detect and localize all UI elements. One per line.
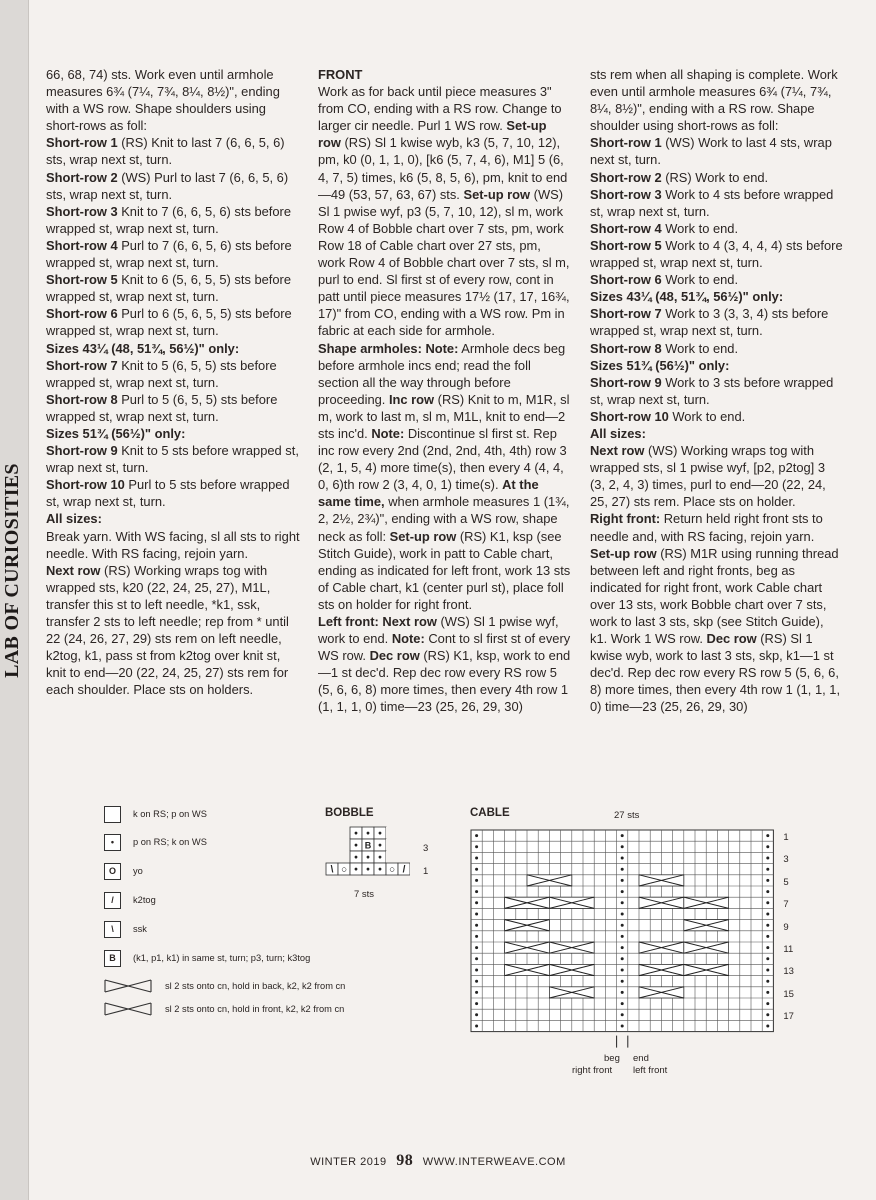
purl-dot xyxy=(766,1002,769,1005)
run-heading: Next row xyxy=(46,562,101,578)
purl-dot xyxy=(475,1025,478,1028)
cable-row-label: 1 xyxy=(783,832,789,843)
run-heading: Inc row xyxy=(388,391,435,407)
run-text: Work to 4 sts before wrapped st, wrap next st, turn. xyxy=(590,186,834,219)
purl-dot xyxy=(621,901,624,904)
paragraph xyxy=(590,408,843,425)
run-text: (RS) Working wraps tog with wrapped sts, k20 (22, 24, 25, 27), M1L, transfer this st to left needle, *k1, ssk, transfer 2 sts to left needle; rep from * until 22 (24, 26, 27, 29) sts rem on left needle, k2tog, k1, pass st from k2tog over knit st, knit to end—20 (22, 24, 25, 27) sts rem for each shoulder. Place sts on holders. xyxy=(46,562,289,698)
run-text: (RS) Sl 1 kwise wyb, work to last 3 sts, skp, k1—1 st dec'd. Rep dec row every RS row 5 (5, 6, 6, 8) more times, then every 4th row 1 (1, 1, 1, 0) time—23 (25, 26, 29, 30) xyxy=(590,631,841,715)
key-symbol: • xyxy=(104,834,121,851)
paragraph xyxy=(46,271,300,305)
cable-chart xyxy=(470,829,790,1065)
cable-row-label: 9 xyxy=(783,921,789,933)
purl-dot xyxy=(475,946,478,949)
paragraph xyxy=(46,203,300,237)
section-label xyxy=(0,450,26,690)
run-text: Knit to 5 (6, 5, 5) sts before wrapped st, wrap next st, turn. xyxy=(46,357,277,390)
bobble-symbol: • xyxy=(378,852,382,864)
run-text: (RS) Work to end. xyxy=(661,169,769,185)
purl-dot xyxy=(475,980,478,983)
paragraph xyxy=(590,271,843,288)
purl-dot xyxy=(621,991,624,994)
purl-dot xyxy=(621,868,624,871)
run-heading: Dec row xyxy=(369,648,420,664)
bobble-cell xyxy=(338,851,350,863)
run-text: (RS) Knit to last 7 (6, 6, 5, 6) sts, wrap next st, turn. xyxy=(46,135,285,168)
run-text: Break yarn. With WS facing, sl all sts to right needle. With RS facing, rejoin yarn. xyxy=(46,528,300,561)
purl-dot xyxy=(766,901,769,904)
purl-dot xyxy=(766,924,769,927)
paragraph xyxy=(46,510,300,527)
paragraph xyxy=(46,442,300,476)
run-heading: FRONT xyxy=(318,67,363,82)
run-heading: Short-row 1 xyxy=(590,135,662,151)
run-text: Discontinue sl first st. Rep inc row every 2nd (2nd, 2nd, 4th, 4th) row 3 (2, 1, 5, 4) more time(s), then every 4 (4, 4, 0, 6)th row 2 (3, 4, 0, 1) time(s). xyxy=(318,425,567,493)
paragraph xyxy=(46,305,300,339)
run-heading: Set-up row xyxy=(590,545,657,561)
paragraph xyxy=(590,134,843,168)
key-description: yo xyxy=(133,866,143,876)
bobble-cell xyxy=(326,851,338,863)
purl-dot xyxy=(766,868,769,871)
run-text: (WS) Sl 1 pwise wyf, work to end. xyxy=(318,614,559,647)
run-text: sts rem when all shaping is complete. Work even until armhole measures 6¾ (7¼, 7¾, 8¼, 8½)", ending with a RS row. Shape shoulder using short-rows as foll: xyxy=(590,67,838,134)
run-heading: Short-row 2 xyxy=(590,169,662,185)
footer-season: WINTER 2019 xyxy=(310,1156,387,1168)
key-symbol: B xyxy=(104,950,121,967)
run-text: Purl to 5 sts before wrapped st, wrap next st, turn. xyxy=(46,477,290,510)
paragraph xyxy=(590,288,843,305)
key-symbol: O xyxy=(104,863,121,880)
run-text: Purl to 5 (6, 5, 5) sts before wrapped st, wrap next st, turn. xyxy=(46,391,278,424)
run-heading: Short-row 6 xyxy=(590,272,662,288)
run-heading: Short-row 2 xyxy=(46,169,118,185)
run-heading: Sizes 51¾ (56½)" only: xyxy=(46,425,186,441)
run-text: Work to end. xyxy=(661,220,739,236)
paragraph xyxy=(46,237,300,271)
run-heading: Set-up row xyxy=(318,118,547,151)
bobble-cell xyxy=(386,851,398,863)
purl-dot xyxy=(475,935,478,938)
run-text: (WS) Work to last 4 sts, wrap next st, turn. xyxy=(590,135,832,168)
key-entry xyxy=(104,999,344,1019)
run-text: Armhole decs beg before armhole incs end; read the foll section all the way through before proceeding. xyxy=(318,340,566,407)
key-entry xyxy=(104,919,147,939)
run-heading: Short-row 6 xyxy=(46,306,118,322)
run-heading: Sizes 43¼ (48, 51¾, 56½)" only: xyxy=(46,340,240,356)
key-description: k on RS; p on WS xyxy=(133,809,207,819)
bobble-symbol: ○ xyxy=(388,864,396,876)
bobble-symbol: • xyxy=(378,828,382,840)
run-heading: Short-row 3 xyxy=(590,186,662,202)
bobble-chart-title: BOBBLE xyxy=(325,807,374,819)
paragraph xyxy=(590,186,843,220)
bobble-symbol: • xyxy=(378,864,382,876)
purl-dot xyxy=(475,969,478,972)
purl-dot xyxy=(475,879,478,882)
paragraph xyxy=(590,340,843,357)
run-heading: Short-row 4 xyxy=(46,237,118,253)
bobble-cell xyxy=(386,827,398,839)
paragraph xyxy=(46,169,300,203)
purl-dot xyxy=(621,913,624,916)
purl-dot xyxy=(766,890,769,893)
bobble-symbol: • xyxy=(354,864,358,876)
paragraph xyxy=(590,357,843,374)
purl-dot xyxy=(621,980,624,983)
paragraph xyxy=(46,476,300,510)
page-number: 98 xyxy=(396,1152,414,1169)
purl-dot xyxy=(621,935,624,938)
run-heading: All sizes: xyxy=(590,425,646,441)
purl-dot xyxy=(475,1013,478,1016)
paragraph xyxy=(590,510,843,544)
purl-dot xyxy=(766,857,769,860)
run-heading: Set-up row xyxy=(463,186,531,202)
run-heading: Short-row 4 xyxy=(590,220,662,236)
purl-dot xyxy=(475,991,478,994)
run-text: (WS) Sl 1 pwise wyf, p3 (5, 7, 10, 12), sl m, work Row 4 of Bobble chart over 7 sts, pm, work Row 18 of Cable chart over 27 sts, pm, work Row 4 of Bobble chart over 7 sts, sl m, purl to end. Sl first st of every row, cont in patt until piece measures 17½ (17, 17, 16¾, 17)" from CO, ending with a WS row. Pm in fabric at each side for armhole. xyxy=(318,186,570,339)
cable-row-label: 7 xyxy=(783,899,789,911)
run-text: Work to end. xyxy=(661,340,739,356)
purl-dot xyxy=(475,913,478,916)
run-heading: Dec row xyxy=(706,631,757,647)
purl-dot xyxy=(475,857,478,860)
bobble-cell xyxy=(398,839,410,851)
bobble-symbol: B xyxy=(364,840,372,851)
purl-dot xyxy=(475,890,478,893)
cable-row-label: 3 xyxy=(783,854,789,866)
run-heading: Left front: Next row xyxy=(318,614,437,629)
marker-beg: beg xyxy=(604,1053,620,1064)
paragraph xyxy=(318,340,571,614)
purl-dot xyxy=(766,969,769,972)
run-text: (RS) Knit to m, M1R, sl m, work to last m, sl m, M1L, knit to end—2 sts inc'd. xyxy=(318,391,570,441)
text-column-2 xyxy=(318,66,571,716)
run-heading: All sizes: xyxy=(46,511,102,527)
cable-width-label: 27 sts xyxy=(614,810,640,821)
cable-left-symbol xyxy=(104,979,152,993)
purl-dot xyxy=(766,834,769,837)
run-text: 66, 68, 74) sts. Work even until armhole measures 6¾ (7¼, 7¾, 8¼, 8½)", ending with a WS row. Shape shoulders using short-rows as foll: xyxy=(46,67,280,134)
run-text: Knit to 6 (5, 6, 5, 5) sts before wrapped st, wrap next st, turn. xyxy=(46,272,292,305)
bobble-chart xyxy=(325,826,410,878)
paragraph xyxy=(318,66,571,83)
run-heading: Short-row 8 xyxy=(590,340,662,356)
run-text: Purl to 7 (6, 6, 5, 6) sts before wrapped st, wrap next st, turn. xyxy=(46,237,292,271)
purl-dot xyxy=(766,946,769,949)
run-text: Work to end. xyxy=(661,272,739,288)
purl-dot xyxy=(621,969,624,972)
run-heading: Note: xyxy=(371,425,405,441)
purl-dot xyxy=(766,1013,769,1016)
key-description: k2tog xyxy=(133,895,156,905)
bobble-symbol: ○ xyxy=(340,864,348,876)
purl-dot xyxy=(621,924,624,927)
run-heading: Short-row 5 xyxy=(46,272,118,288)
run-text: Work to end. xyxy=(668,408,746,424)
key-symbol xyxy=(104,806,121,823)
run-text: Knit to 7 (6, 6, 5, 6) sts before wrapped st, wrap next st, turn. xyxy=(46,203,292,236)
run-heading: Short-row 7 xyxy=(46,357,118,373)
run-text: Work to 4 (3, 4, 4, 4) sts before wrapped st, wrap next st, turn. xyxy=(590,237,843,271)
purl-dot xyxy=(621,1013,624,1016)
purl-dot xyxy=(475,1002,478,1005)
paragraph xyxy=(46,357,300,391)
text-column-1 xyxy=(46,66,300,698)
run-heading: Short-row 1 xyxy=(46,135,118,151)
purl-dot xyxy=(621,845,624,848)
key-description: p on RS; k on WS xyxy=(133,837,207,847)
purl-dot xyxy=(475,868,478,871)
run-heading: Short-row 7 xyxy=(590,306,662,322)
paragraph xyxy=(590,425,843,442)
run-heading: Short-row 9 xyxy=(46,443,118,459)
bobble-symbol: • xyxy=(366,852,370,864)
run-heading: Right front: xyxy=(590,511,661,527)
run-text: Work to 3 sts before wrapped st, wrap next st, turn. xyxy=(590,374,834,407)
cable-row-label: 13 xyxy=(783,966,794,978)
run-text: Knit to 5 sts before wrapped st, wrap next st, turn. xyxy=(46,443,299,476)
run-heading: Note: xyxy=(391,631,425,647)
marker-end: end xyxy=(633,1053,649,1064)
paragraph xyxy=(590,442,843,510)
key-description: (k1, p1, k1) in same st, turn; p3, turn; k3tog xyxy=(133,953,311,963)
purl-dot xyxy=(766,845,769,848)
run-text: (RS) M1R using running thread between left and right fronts, beg as indicated for right front, work Cable chart over 13 sts, work Bobble chart over 7 sts, work to last 3 sts, skp (see Stitch Guide), k1. Work 1 WS row. xyxy=(590,545,839,647)
purl-dot xyxy=(621,834,624,837)
run-heading: Next row xyxy=(590,443,645,459)
key-entry xyxy=(104,861,143,881)
paragraph xyxy=(46,66,300,134)
run-text: (RS) Sl 1 kwise wyb, k3 (5, 7, 10, 12), pm, k0 (0, 1, 1, 0), [k6 (5, 7, 4, 6), M1] 5 (6, 4, 7, 5) times, k6 (5, 8, 5, 6), pm, knit to end—49 (53, 57, 63, 67) sts. xyxy=(318,135,568,202)
purl-dot xyxy=(621,890,624,893)
run-text: Work to 3 (3, 3, 4) sts before wrapped st, wrap next st, turn. xyxy=(590,306,829,339)
page-footer xyxy=(0,1152,876,1170)
purl-dot xyxy=(621,879,624,882)
bobble-symbol: \ xyxy=(330,864,334,876)
paragraph xyxy=(46,134,300,168)
run-heading: Short-row 9 xyxy=(590,374,662,390)
purl-dot xyxy=(475,901,478,904)
run-heading: Short-row 3 xyxy=(46,203,118,219)
purl-dot xyxy=(621,1002,624,1005)
run-heading: Sizes 43¼ (48, 51¾, 56½)" only: xyxy=(590,289,784,305)
bobble-symbol: • xyxy=(354,840,358,852)
marker-left-front: left front xyxy=(633,1065,668,1076)
purl-dot xyxy=(621,957,624,960)
run-heading: Sizes 51¾ (56½)" only: xyxy=(590,357,730,373)
run-text: (WS) Purl to last 7 (6, 6, 5, 6) sts, wrap next st, turn. xyxy=(46,169,289,202)
run-text: (RS) K1, ksp (see Stitch Guide), work in patt to Cable chart, ending as indicated for left front, work 13 sts of Cable chart, k1 (center purl st), place foll sts on holder for right front. xyxy=(318,528,571,612)
bobble-symbol: / xyxy=(402,864,406,876)
run-heading: Short-row 10 xyxy=(46,477,125,493)
cable-row-label: 17 xyxy=(783,1011,794,1023)
run-text: Cont to sl first st of every WS row. xyxy=(318,631,571,664)
run-text: Purl to 6 (5, 6, 5, 5) sts before wrapped st, wrap next st, turn. xyxy=(46,306,292,339)
bobble-symbol: • xyxy=(354,852,358,864)
purl-dot xyxy=(766,957,769,960)
paragraph xyxy=(46,425,300,442)
bobble-cell xyxy=(386,839,398,851)
bobble-cell xyxy=(398,851,410,863)
run-heading: Set-up row xyxy=(389,528,457,544)
paragraph xyxy=(46,340,300,357)
run-heading: At the same time, xyxy=(318,477,539,510)
run-text: Return held right front sts to needle and, with RS facing, rejoin yarn. xyxy=(590,511,823,544)
bobble-symbol: • xyxy=(366,828,370,840)
key-entry xyxy=(104,832,207,852)
run-text: (WS) Working wraps tog with wrapped sts, sl 1 pwise wyf, [p2, p2tog] 3 (3, 2, 4, 3) times, purl to end—20 (22, 24, 25, 27) sts rem. Place sts on holder. xyxy=(590,443,826,510)
cable-right-symbol xyxy=(104,1002,152,1016)
key-description: sl 2 sts onto cn, hold in front, k2, k2 from cn xyxy=(165,1004,345,1014)
run-heading: Short-row 10 xyxy=(590,408,669,424)
purl-dot xyxy=(766,935,769,938)
paragraph xyxy=(590,545,843,716)
paragraph xyxy=(590,305,843,339)
purl-dot xyxy=(475,834,478,837)
purl-dot xyxy=(766,1025,769,1028)
run-heading: Short-row 5 xyxy=(590,237,662,253)
paragraph xyxy=(590,237,843,271)
key-symbol: / xyxy=(104,892,121,909)
run-heading: Shape armholes: Note: xyxy=(318,340,459,356)
purl-dot xyxy=(766,879,769,882)
bobble-cell xyxy=(338,827,350,839)
paragraph xyxy=(318,613,571,716)
purl-dot xyxy=(621,1025,624,1028)
paragraph xyxy=(318,83,571,339)
section-label-text: LAB OF CURIOSITIES xyxy=(0,462,23,678)
paragraph xyxy=(46,528,300,562)
run-heading: Short-row 8 xyxy=(46,391,118,407)
paragraph xyxy=(590,169,843,186)
key-description: sl 2 sts onto cn, hold in back, k2, k2 from cn xyxy=(165,981,346,991)
bobble-symbol: • xyxy=(354,828,358,840)
footer-url: WWW.INTERWEAVE.COM xyxy=(422,1156,566,1168)
key-description: ssk xyxy=(133,924,147,934)
bobble-cell xyxy=(326,827,338,839)
text-column-3 xyxy=(590,66,843,716)
cable-row-label: 5 xyxy=(783,876,789,888)
purl-dot xyxy=(766,913,769,916)
bobble-symbol: • xyxy=(378,840,382,852)
purl-dot xyxy=(766,980,769,983)
key-entry xyxy=(104,976,345,996)
key-entry xyxy=(104,948,310,968)
purl-dot xyxy=(621,857,624,860)
paragraph xyxy=(46,391,300,425)
paragraph xyxy=(590,220,843,237)
bobble-width-label: 7 sts xyxy=(354,889,375,900)
bobble-cell xyxy=(338,839,350,851)
key-entry xyxy=(104,804,207,824)
purl-dot xyxy=(475,924,478,927)
paragraph xyxy=(590,374,843,408)
cable-chart-title: CABLE xyxy=(470,807,510,819)
cable-row-label: 15 xyxy=(783,988,794,1000)
purl-dot xyxy=(475,957,478,960)
bobble-row-label-1: 1 xyxy=(423,866,429,877)
purl-dot xyxy=(766,991,769,994)
run-text: when armhole measures 1 (1¾, 2, 2½, 2¾)", ending with a WS row, shape neck as foll: xyxy=(318,494,570,544)
key-symbol: \ xyxy=(104,921,121,938)
bobble-symbol: • xyxy=(366,864,370,876)
key-entry xyxy=(104,890,156,910)
cable-row-label: 11 xyxy=(783,944,794,955)
bobble-row-label-3: 3 xyxy=(423,843,429,854)
marker-right-front: right front xyxy=(572,1065,613,1076)
purl-dot xyxy=(475,845,478,848)
paragraph xyxy=(46,562,300,699)
bobble-cell xyxy=(398,827,410,839)
bobble-cell xyxy=(326,839,338,851)
paragraph xyxy=(590,66,843,134)
purl-dot xyxy=(621,946,624,949)
run-text: (RS) K1, ksp, work to end—1 st dec'd. Rep dec row every RS row 5 (5, 6, 6, 8) more times, then every 4th row 1 (1, 1, 1, 0) time—23 (25, 26, 29, 30) xyxy=(318,648,571,715)
run-text: Work as for back until piece measures 3" from CO, ending with a RS row. Change to larger cir needle. Purl 1 WS row. xyxy=(318,84,562,134)
